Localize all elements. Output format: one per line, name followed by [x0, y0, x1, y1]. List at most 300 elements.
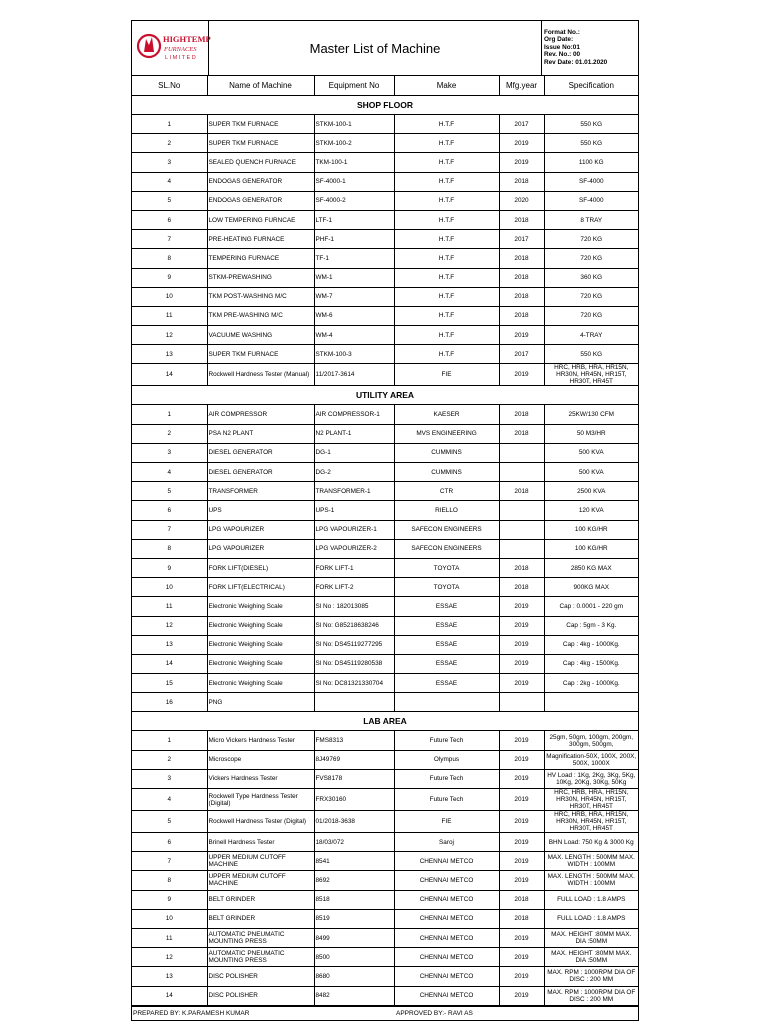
equipment-no-cell: 18/03/072 [314, 833, 394, 852]
machine-name-cell: Rockwell Hardness Tester (Digital) [207, 811, 314, 833]
meta-line: Rev Date: 01.01.2020 [544, 58, 608, 66]
specification-cell: MAX. RPM : 1000RPM DIA OF DISC : 200 MM [544, 967, 638, 986]
specification-cell: 100 KG/HR [544, 539, 638, 558]
machine-name-cell: AUTOMATIC PNEUMATIC MOUNTING PRESS [207, 948, 314, 967]
table-row [132, 520, 638, 539]
sl-no-cell: 1 [132, 405, 207, 424]
equipment-no-cell: 8692 [314, 871, 394, 890]
specification-cell: 720 KG [544, 249, 638, 268]
column-header-row [132, 76, 638, 96]
table-row [132, 890, 638, 909]
specification-cell: Magnification-50X, 100X, 200X, 500X, 1000X [544, 750, 638, 769]
equipment-no-cell: Sl No: DC81321330704 [314, 674, 394, 693]
make-cell: CHENNAI METCO [394, 928, 499, 947]
equipment-no-cell: DG-2 [314, 463, 394, 482]
sl-no-cell: 5 [132, 811, 207, 833]
make-cell: TOYOTA [394, 578, 499, 597]
equipment-no-cell: AIR COMPRESSOR-1 [314, 405, 394, 424]
mfg-year-cell: 2019 [499, 134, 544, 153]
sl-no-cell: 7 [132, 230, 207, 249]
equipment-no-cell: 8482 [314, 986, 394, 1005]
column-header: Name of Machine [207, 76, 314, 96]
document-meta [542, 21, 638, 75]
machine-name-cell: Micro Vickers Hardness Tester [207, 731, 314, 750]
sl-no-cell: 4 [132, 463, 207, 482]
equipment-no-cell: 8518 [314, 890, 394, 909]
table-row [132, 345, 638, 364]
machine-name-cell: PSA N2 PLANT [207, 424, 314, 443]
sl-no-cell: 10 [132, 909, 207, 928]
sl-no-cell: 3 [132, 769, 207, 788]
table-row [132, 693, 638, 712]
specification-cell: 720 KG [544, 230, 638, 249]
mfg-year-cell: 2019 [499, 948, 544, 967]
specification-cell [544, 693, 638, 712]
mfg-year-cell: 2019 [499, 811, 544, 833]
sl-no-cell: 4 [132, 789, 207, 811]
table-row [132, 909, 638, 928]
equipment-no-cell: 8499 [314, 928, 394, 947]
equipment-no-cell: PHF-1 [314, 230, 394, 249]
table-row [132, 424, 638, 443]
machine-name-cell: DIESEL GENERATOR [207, 443, 314, 462]
specification-cell: 500 KVA [544, 463, 638, 482]
table-row [132, 578, 638, 597]
sl-no-cell: 3 [132, 153, 207, 172]
meta-line: Issue No:01 [544, 43, 580, 51]
table-row [132, 405, 638, 424]
machine-name-cell: FORK LIFT(ELECTRICAL) [207, 578, 314, 597]
mfg-year-cell [499, 443, 544, 462]
equipment-no-cell: WM-4 [314, 326, 394, 345]
specification-cell: HRC, HRB, HRA, HR15N, HR30N, HR45N, HR15T, HR30T, HR45T [544, 364, 638, 386]
specification-cell: MAX. LENGTH : 500MM MAX. WIDTH : 100MM [544, 871, 638, 890]
make-cell: CHENNAI METCO [394, 986, 499, 1005]
sl-no-cell: 14 [132, 654, 207, 673]
sl-no-cell: 5 [132, 191, 207, 210]
mfg-year-cell: 2019 [499, 364, 544, 386]
machine-name-cell: AUTOMATIC PNEUMATIC MOUNTING PRESS [207, 928, 314, 947]
equipment-no-cell: FORK LIFT-1 [314, 558, 394, 577]
machine-name-cell: AIR COMPRESSOR [207, 405, 314, 424]
sl-no-cell: 8 [132, 249, 207, 268]
make-cell: H.T.F [394, 153, 499, 172]
prepared-by: PREPARED BY: K.PARAMESH KUMAR [133, 1009, 250, 1017]
machine-name-cell: BELT GRINDER [207, 909, 314, 928]
sl-no-cell: 6 [132, 210, 207, 229]
sl-no-cell: 1 [132, 731, 207, 750]
make-cell: H.T.F [394, 287, 499, 306]
section-header-row [132, 96, 638, 115]
specification-cell: SF-4000 [544, 191, 638, 210]
machine-name-cell: LPG VAPOURIZER [207, 520, 314, 539]
make-cell: CUMMINS [394, 463, 499, 482]
table-row [132, 210, 638, 229]
mfg-year-cell: 2019 [499, 928, 544, 947]
make-cell: ESSAE [394, 597, 499, 616]
equipment-no-cell: LTF-1 [314, 210, 394, 229]
specification-cell: BHN Load: 750 Kg & 3000 Kg [544, 833, 638, 852]
make-cell: CHENNAI METCO [394, 967, 499, 986]
make-cell: SAFECON ENGINEERS [394, 520, 499, 539]
sl-no-cell: 9 [132, 268, 207, 287]
table-row [132, 674, 638, 693]
mfg-year-cell [499, 520, 544, 539]
equipment-no-cell: DG-1 [314, 443, 394, 462]
section-title: UTILITY AREA [132, 386, 638, 405]
make-cell: CHENNAI METCO [394, 890, 499, 909]
meta-line: Rev. No.: 00 [544, 51, 581, 59]
make-cell: RIELLO [394, 501, 499, 520]
equipment-no-cell: SF-4000-1 [314, 172, 394, 191]
table-row [132, 833, 638, 852]
machine-name-cell: Vickers Hardness Tester [207, 769, 314, 788]
sl-no-cell: 4 [132, 172, 207, 191]
machine-name-cell: BELT GRINDER [207, 890, 314, 909]
make-cell: H.T.F [394, 326, 499, 345]
machine-name-cell: UPPER MEDIUM CUTOFF MACHINE [207, 852, 314, 871]
machine-name-cell: VACUUME WASHING [207, 326, 314, 345]
specification-cell: 25KW/130 CFM [544, 405, 638, 424]
make-cell [394, 693, 499, 712]
section-title: LAB AREA [132, 712, 638, 731]
machine-name-cell: LPG VAPOURIZER [207, 539, 314, 558]
sl-no-cell: 8 [132, 539, 207, 558]
mfg-year-cell: 2019 [499, 616, 544, 635]
specification-cell: 120 KVA [544, 501, 638, 520]
specification-cell: Cap : 2kg - 1000Kg. [544, 674, 638, 693]
equipment-no-cell: Sl No: DS45119280538 [314, 654, 394, 673]
specification-cell: 25gm, 50gm, 100gm, 200gm, 300gm, 500gm, [544, 731, 638, 750]
sl-no-cell: 2 [132, 424, 207, 443]
machine-name-cell: LOW TEMPERING FURNCAE [207, 210, 314, 229]
mfg-year-cell: 2018 [499, 578, 544, 597]
specification-cell: Cap : 0.0001 - 220 gm [544, 597, 638, 616]
mfg-year-cell: 2018 [499, 306, 544, 325]
specification-cell: 500 KVA [544, 443, 638, 462]
sl-no-cell: 10 [132, 287, 207, 306]
sl-no-cell: 13 [132, 635, 207, 654]
column-header: SL.No [132, 76, 207, 96]
make-cell: H.T.F [394, 172, 499, 191]
mfg-year-cell [499, 693, 544, 712]
equipment-no-cell: FMS8313 [314, 731, 394, 750]
table-row [132, 191, 638, 210]
table-row [132, 463, 638, 482]
table-row [132, 539, 638, 558]
specification-cell: 8 TRAY [544, 210, 638, 229]
machine-name-cell: PNG [207, 693, 314, 712]
machine-name-cell: SUPER TKM FURNACE [207, 345, 314, 364]
sl-no-cell: 7 [132, 520, 207, 539]
specification-cell: 360 KG [544, 268, 638, 287]
equipment-no-cell: STKM-100-3 [314, 345, 394, 364]
mfg-year-cell: 2018 [499, 210, 544, 229]
mfg-year-cell: 2018 [499, 287, 544, 306]
equipment-no-cell [314, 693, 394, 712]
mfg-year-cell: 2018 [499, 249, 544, 268]
machine-name-cell: DIESEL GENERATOR [207, 463, 314, 482]
make-cell: ESSAE [394, 654, 499, 673]
equipment-no-cell: FVS8178 [314, 769, 394, 788]
mfg-year-cell: 2018 [499, 172, 544, 191]
sl-no-cell: 11 [132, 928, 207, 947]
machine-name-cell: Electronic Weighing Scale [207, 616, 314, 635]
table-row [132, 249, 638, 268]
machine-name-cell: Electronic Weighing Scale [207, 674, 314, 693]
equipment-no-cell: 01/2018-3638 [314, 811, 394, 833]
make-cell: H.T.F [394, 134, 499, 153]
specification-cell: Cap : 4kg - 1000Kg. [544, 635, 638, 654]
machine-name-cell: Rockwell Type Hardness Tester (Digital) [207, 789, 314, 811]
specification-cell: Cap : 5gm - 3 Kg. [544, 616, 638, 635]
make-cell: FIE [394, 364, 499, 386]
make-cell: CUMMINS [394, 443, 499, 462]
flame-logo-icon [136, 29, 211, 65]
specification-cell: 720 KG [544, 287, 638, 306]
make-cell: Olympus [394, 750, 499, 769]
mfg-year-cell: 2019 [499, 833, 544, 852]
table-row [132, 967, 638, 986]
table-row [132, 364, 638, 386]
equipment-no-cell: WM-6 [314, 306, 394, 325]
section-title: SHOP FLOOR [132, 96, 638, 115]
table-row [132, 287, 638, 306]
make-cell: Future Tech [394, 789, 499, 811]
machine-name-cell: TRANSFORMER [207, 482, 314, 501]
machine-table [132, 76, 638, 1006]
table-row [132, 852, 638, 871]
specification-cell: SF-4000 [544, 172, 638, 191]
sl-no-cell: 6 [132, 501, 207, 520]
equipment-no-cell: TF-1 [314, 249, 394, 268]
mfg-year-cell: 2019 [499, 789, 544, 811]
specification-cell: 550 KG [544, 345, 638, 364]
mfg-year-cell: 2019 [499, 750, 544, 769]
make-cell: ESSAE [394, 616, 499, 635]
equipment-no-cell: 8680 [314, 967, 394, 986]
equipment-no-cell: STKM-100-1 [314, 115, 394, 134]
mfg-year-cell [499, 501, 544, 520]
equipment-no-cell: Sl No: DS45119277295 [314, 635, 394, 654]
equipment-no-cell: Sl No : 182013085 [314, 597, 394, 616]
sl-no-cell: 1 [132, 115, 207, 134]
make-cell: H.T.F [394, 210, 499, 229]
company-logo [132, 21, 209, 75]
sl-no-cell: 14 [132, 986, 207, 1005]
section-header-row [132, 712, 638, 731]
machine-name-cell: STKM-PREWASHING [207, 268, 314, 287]
equipment-no-cell: WM-1 [314, 268, 394, 287]
table-row [132, 172, 638, 191]
table-row [132, 597, 638, 616]
table-row [132, 230, 638, 249]
mfg-year-cell: 2018 [499, 482, 544, 501]
column-header: Mfg.year [499, 76, 544, 96]
sl-no-cell: 3 [132, 443, 207, 462]
table-row [132, 153, 638, 172]
sl-no-cell: 8 [132, 871, 207, 890]
equipment-no-cell: LPG VAPOURIZER-2 [314, 539, 394, 558]
equipment-no-cell: 8519 [314, 909, 394, 928]
machine-name-cell: DISC POLISHER [207, 967, 314, 986]
specification-cell: MAX. RPM : 1000RPM DIA OF DISC : 200 MM [544, 986, 638, 1005]
specification-cell: HRC, HRB, HRA, HR15N, HR30N, HR45N, HR15T, HR30T, HR45T [544, 811, 638, 833]
equipment-no-cell: LPG VAPOURIZER-1 [314, 520, 394, 539]
specification-cell: FULL LOAD : 1.8 AMPS [544, 890, 638, 909]
specification-cell: 550 KG [544, 134, 638, 153]
equipment-no-cell: TRANSFORMER-1 [314, 482, 394, 501]
table-row [132, 134, 638, 153]
mfg-year-cell: 2019 [499, 967, 544, 986]
section-header-row [132, 386, 638, 405]
sl-no-cell: 7 [132, 852, 207, 871]
equipment-no-cell: N2 PLANT-1 [314, 424, 394, 443]
mfg-year-cell: 2018 [499, 558, 544, 577]
column-header: Equipment No [314, 76, 394, 96]
mfg-year-cell: 2019 [499, 871, 544, 890]
mfg-year-cell: 2019 [499, 769, 544, 788]
make-cell: H.T.F [394, 268, 499, 287]
sl-no-cell: 10 [132, 578, 207, 597]
equipment-no-cell: FRX30160 [314, 789, 394, 811]
sl-no-cell: 16 [132, 693, 207, 712]
make-cell: FIE [394, 811, 499, 833]
machine-name-cell: DISC POLISHER [207, 986, 314, 1005]
table-row [132, 789, 638, 811]
machine-name-cell: Microscope [207, 750, 314, 769]
table-row [132, 654, 638, 673]
machine-name-cell: SEALED QUENCH FURNACE [207, 153, 314, 172]
sl-no-cell: 5 [132, 482, 207, 501]
specification-cell: 900KG MAX [544, 578, 638, 597]
machine-name-cell: PRE-HEATING FURNACE [207, 230, 314, 249]
machine-name-cell: Electronic Weighing Scale [207, 635, 314, 654]
logo-tag-text: LIMITED [165, 55, 198, 61]
table-row [132, 482, 638, 501]
sl-no-cell: 6 [132, 833, 207, 852]
table-row [132, 635, 638, 654]
mfg-year-cell: 2020 [499, 191, 544, 210]
equipment-no-cell: UPS-1 [314, 501, 394, 520]
table-row [132, 986, 638, 1005]
table-row [132, 928, 638, 947]
sl-no-cell: 2 [132, 134, 207, 153]
make-cell: H.T.F [394, 230, 499, 249]
logo-sub-text: FURNACES [164, 46, 197, 53]
logo-main-text: HIGHTEMP [163, 34, 211, 44]
approved-by: APPROVED BY:- RAVI AS [396, 1009, 473, 1017]
mfg-year-cell: 2018 [499, 405, 544, 424]
machine-name-cell: TKM PRE-WASHING M/C [207, 306, 314, 325]
machine-name-cell: SUPER TKM FURNACE [207, 115, 314, 134]
make-cell: CHENNAI METCO [394, 909, 499, 928]
make-cell: MVS ENGINEERING [394, 424, 499, 443]
mfg-year-cell: 2017 [499, 345, 544, 364]
machine-name-cell: Electronic Weighing Scale [207, 654, 314, 673]
document-footer [132, 1006, 638, 1020]
specification-cell: MAX. HEIGHT :80MM MAX. DIA :50MM [544, 928, 638, 947]
mfg-year-cell: 2019 [499, 852, 544, 871]
mfg-year-cell: 2019 [499, 153, 544, 172]
machine-name-cell: Brinell Hardness Tester [207, 833, 314, 852]
machine-name-cell: ENDOGAS GENERATOR [207, 172, 314, 191]
table-row [132, 769, 638, 788]
sl-no-cell: 11 [132, 597, 207, 616]
machine-name-cell: UPPER MEDIUM CUTOFF MACHINE [207, 871, 314, 890]
make-cell: Future Tech [394, 769, 499, 788]
specification-cell: HRC, HRB, HRA, HR15N, HR30N, HR45N, HR15T, HR30T, HR45T [544, 789, 638, 811]
table-row [132, 115, 638, 134]
table-row [132, 616, 638, 635]
meta-line: Org Date: [544, 36, 574, 44]
specification-cell: 2850 KG MAX [544, 558, 638, 577]
mfg-year-cell: 2019 [499, 635, 544, 654]
mfg-year-cell [499, 539, 544, 558]
machine-name-cell: ENDOGAS GENERATOR [207, 191, 314, 210]
sl-no-cell: 12 [132, 616, 207, 635]
mfg-year-cell [499, 463, 544, 482]
meta-line: Format No.: [544, 29, 580, 36]
mfg-year-cell: 2018 [499, 268, 544, 287]
specification-cell: 1100 KG [544, 153, 638, 172]
make-cell: H.T.F [394, 306, 499, 325]
master-list-sheet [131, 20, 639, 1021]
equipment-no-cell: SF-4000-2 [314, 191, 394, 210]
make-cell: H.T.F [394, 249, 499, 268]
table-row [132, 306, 638, 325]
mfg-year-cell: 2019 [499, 731, 544, 750]
specification-cell: MAX. HEIGHT :80MM MAX. DIA :50MM [544, 948, 638, 967]
mfg-year-cell: 2019 [499, 986, 544, 1005]
make-cell: KAESER [394, 405, 499, 424]
mfg-year-cell: 2018 [499, 890, 544, 909]
make-cell: H.T.F [394, 191, 499, 210]
machine-name-cell: TEMPERING FURNACE [207, 249, 314, 268]
make-cell: ESSAE [394, 674, 499, 693]
sl-no-cell: 13 [132, 967, 207, 986]
specification-cell: 50 M3/HR [544, 424, 638, 443]
make-cell: Saroj [394, 833, 499, 852]
sl-no-cell: 11 [132, 306, 207, 325]
equipment-no-cell: 8J49769 [314, 750, 394, 769]
mfg-year-cell: 2019 [499, 674, 544, 693]
mfg-year-cell: 2019 [499, 654, 544, 673]
make-cell: CHENNAI METCO [394, 948, 499, 967]
specification-cell: 4-TRAY [544, 326, 638, 345]
make-cell: H.T.F [394, 345, 499, 364]
specification-cell: 2500 KVA [544, 482, 638, 501]
specification-cell: HV Load : 1Kg, 2Kg, 3Kg, 5Kg, 10Kg, 20Kg, 30Kg, 50Kg [544, 769, 638, 788]
equipment-no-cell: 8541 [314, 852, 394, 871]
equipment-no-cell: WM-7 [314, 287, 394, 306]
column-header: Specification [544, 76, 638, 96]
mfg-year-cell: 2019 [499, 597, 544, 616]
column-header: Make [394, 76, 499, 96]
mfg-year-cell: 2019 [499, 326, 544, 345]
equipment-no-cell: Sl No: G85218638246 [314, 616, 394, 635]
make-cell: CTR [394, 482, 499, 501]
sl-no-cell: 13 [132, 345, 207, 364]
make-cell: TOYOTA [394, 558, 499, 577]
sl-no-cell: 12 [132, 326, 207, 345]
sl-no-cell: 14 [132, 364, 207, 386]
equipment-no-cell: TKM-100-1 [314, 153, 394, 172]
sl-no-cell: 9 [132, 558, 207, 577]
specification-cell: MAX. LENGTH : 500MM MAX. WIDTH : 100MM [544, 852, 638, 871]
make-cell: H.T.F [394, 115, 499, 134]
sl-no-cell: 2 [132, 750, 207, 769]
